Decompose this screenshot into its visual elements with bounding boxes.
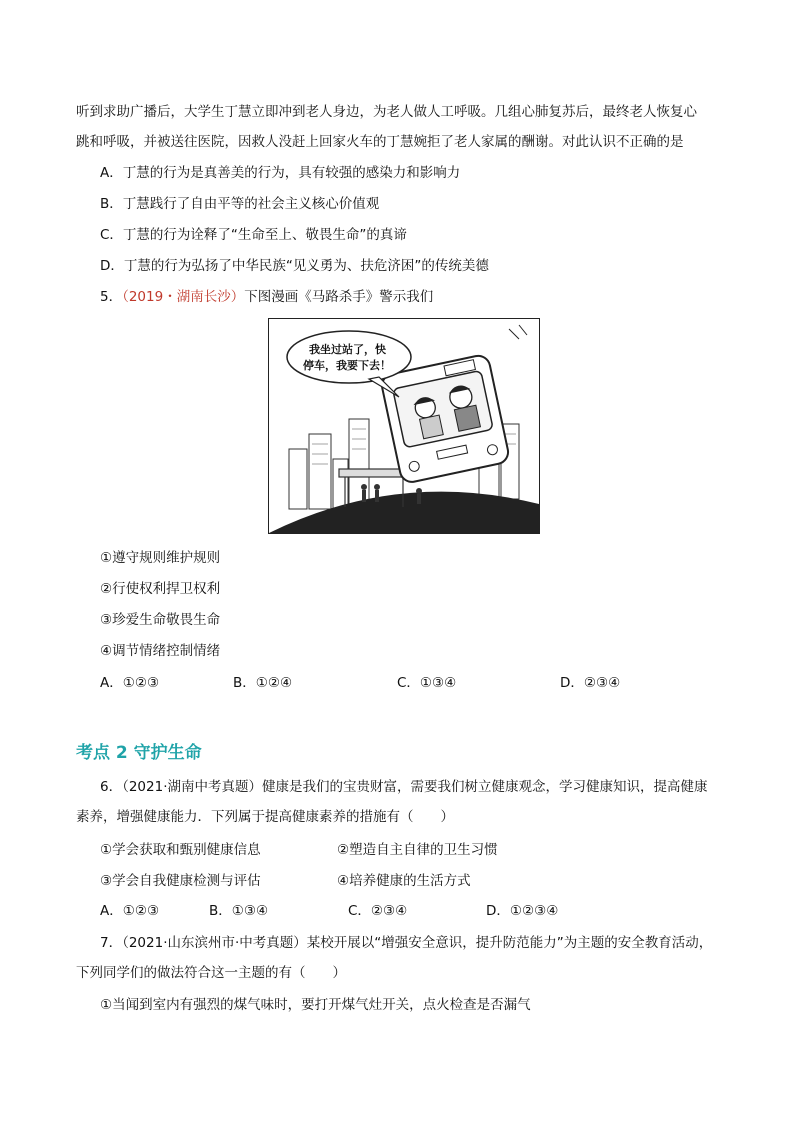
cartoon-illustration: [269, 319, 539, 533]
q5-item-1: ①遵守规则维护规则: [100, 550, 221, 566]
q7-item-1: ①当闻到室内有强烈的煤气味时，要打开煤气灶开关，点火检查是否漏气: [100, 997, 531, 1013]
q6-item-2: ②塑造自主自律的卫生习惯: [337, 842, 498, 858]
cartoon-image: [268, 318, 540, 534]
q4-stem-line-2: 跳和呼吸，并被送往医院，因救人没赶上回家火车的丁慧婉拒了老人家属的酬谢。对此认识不正确的是: [76, 134, 684, 150]
q5-source: （2019・湖南长沙）: [122, 289, 245, 305]
q4-option-a: A．丁慧的行为是真善美的行为，具有较强的感染力和影响力: [100, 165, 461, 181]
q5-stem: [100, 288, 433, 306]
q5-stem-text: 下图漫画《马路杀手》警示我们: [244, 289, 434, 305]
q5-number: 5．: [100, 289, 123, 305]
q5-item-3: ③珍爱生命敬畏生命: [100, 612, 221, 628]
q5-choice-c: C．①③④: [397, 675, 457, 691]
q6-item-3: ③学会自我健康检测与评估: [100, 873, 261, 889]
q6-item-4: ④培养健康的生活方式: [337, 873, 471, 889]
q5-choice-a: A．①②③: [100, 675, 160, 691]
q6-choice-c: C．②③④: [348, 903, 408, 919]
cartoon-speech-line-1: 我坐过站了，快: [309, 343, 386, 356]
q5-item-2: ②行使权利捍卫权利: [100, 581, 221, 597]
q7-stem-line-1: 7．（2021·山东滨州市·中考真题）某校开展以“增强安全意识，提升防范能力”为主题的安全教育活动，: [100, 935, 713, 951]
q5-choice-b: B．①②④: [233, 675, 293, 691]
q4-option-c: C．丁慧的行为诠释了“生命至上、敬畏生命”的真谛: [100, 227, 407, 243]
q5-choice-d: D．②③④: [560, 675, 621, 691]
section-heading: 考点 2 守护生命: [76, 743, 202, 763]
q7-stem-line-2: 下列同学们的做法符合这一主题的有（ ）: [76, 965, 346, 981]
q6-stem-line-2: 素养，增强健康能力．下列属于提高健康素养的措施有（ ）: [76, 809, 454, 825]
cartoon-speech-line-2: 停车，我要下去！: [303, 359, 391, 372]
q6-item-1: ①学会获取和甄别健康信息: [100, 842, 261, 858]
q6-choice-b: B．①③④: [209, 903, 269, 919]
q6-choice-a: A．①②③: [100, 903, 160, 919]
q4-option-b: B．丁慧践行了自由平等的社会主义核心价值观: [100, 196, 380, 212]
q6-stem-line-1: 6．（2021·湖南中考真题）健康是我们的宝贵财富，需要我们树立健康观念，学习健康知识，提高健康: [100, 779, 708, 795]
q6-choice-d: D．①②③④: [486, 903, 559, 919]
q4-option-d: D．丁慧的行为弘扬了中华民族“见义勇为、扶危济困”的传统美德: [100, 258, 489, 274]
q4-stem-line-1: 听到求助广播后，大学生丁慧立即冲到老人身边，为老人做人工呼吸。几组心肺复苏后，最终老人恢复心: [76, 104, 697, 120]
q5-item-4: ④调节情绪控制情绪: [100, 643, 221, 659]
